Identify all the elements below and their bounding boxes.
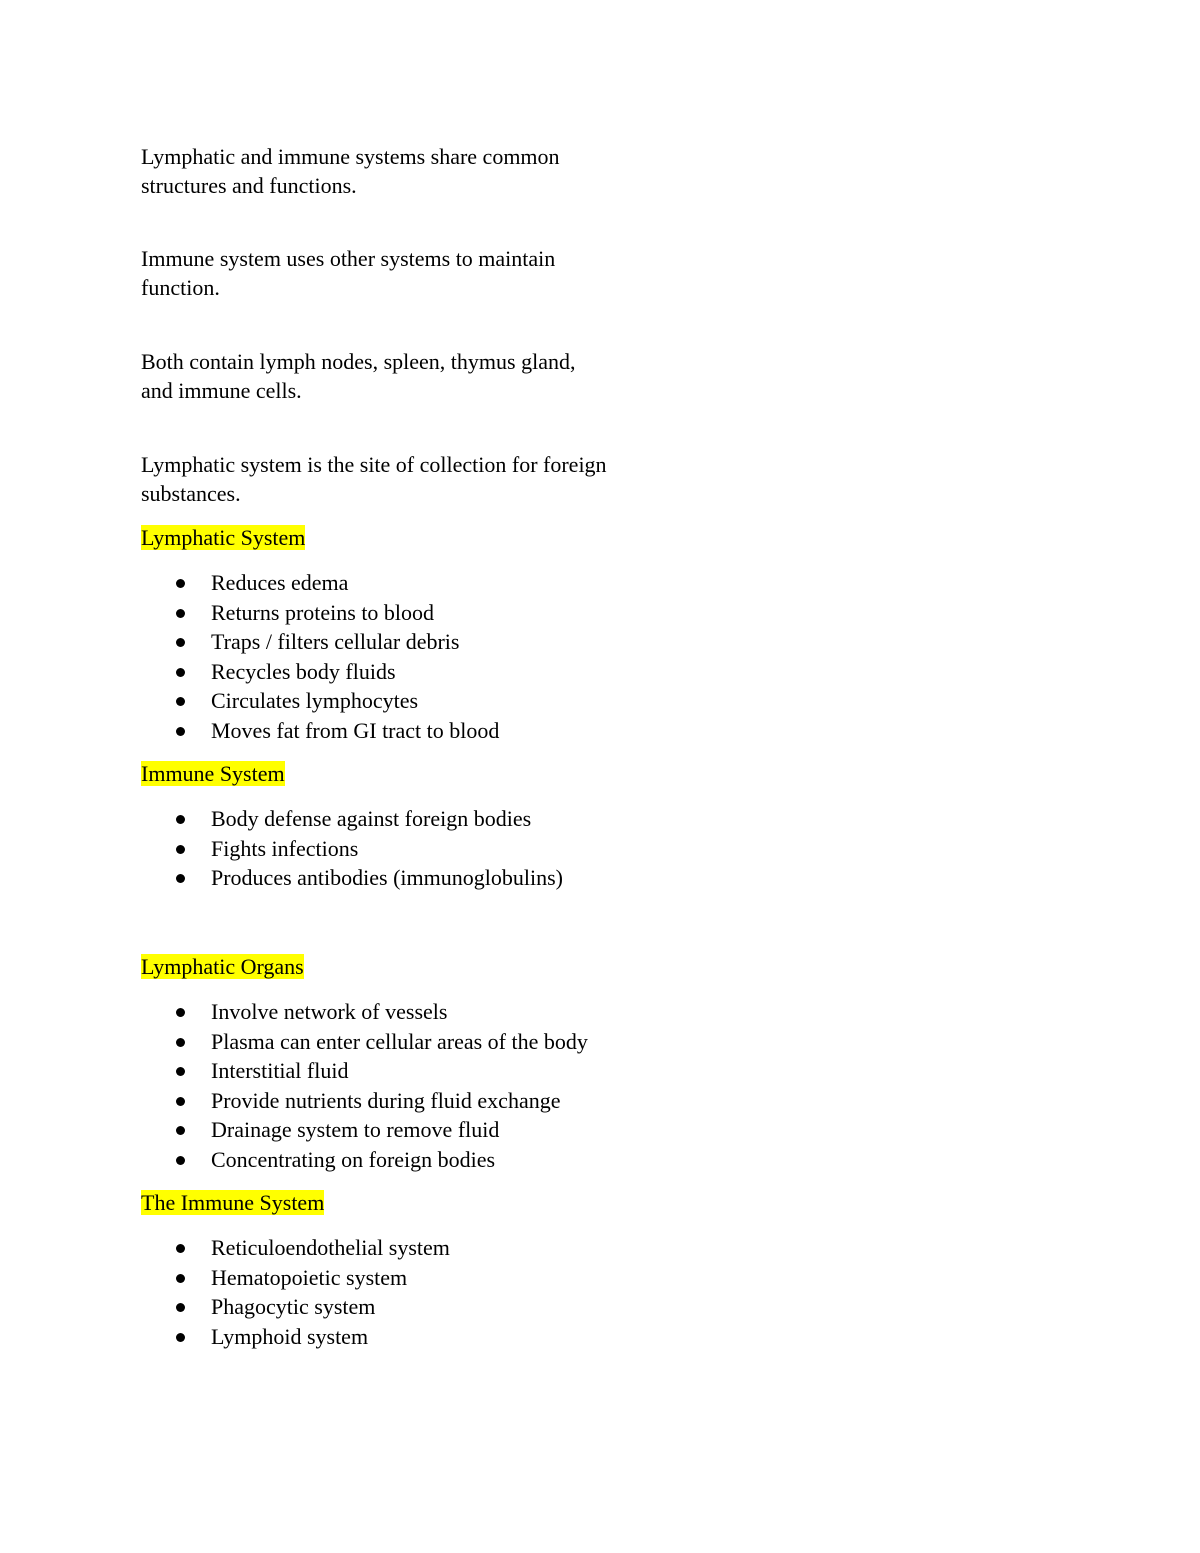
list-item-text: Recycles body fluids [211, 658, 396, 684]
bullet-icon [176, 845, 185, 854]
section-heading-the-immune-system [141, 1189, 324, 1217]
list-item [141, 716, 499, 746]
list-item [141, 1056, 588, 1086]
list-item [141, 686, 499, 716]
list-item [141, 598, 499, 628]
bullet-icon [176, 638, 185, 647]
section-heading-lymphatic-system [141, 524, 305, 552]
paragraph-shared-structures: Lymphatic and immune systems share common structures and functions. [141, 144, 560, 198]
list-item-text: Circulates lymphocytes [211, 688, 419, 713]
list-item [141, 834, 563, 864]
bullet-icon [176, 668, 185, 677]
list-item-text: Moves fat from GI tract to blood [211, 717, 500, 743]
list-item [141, 804, 563, 834]
list-item-text: Fights infections [211, 835, 359, 861]
bullet-list-lymphatic-system [141, 568, 499, 745]
list-item [141, 1027, 588, 1057]
paragraph-immune-uses-systems: Immune system uses other systems to maintain function. [141, 246, 556, 300]
highlighted-heading-text: Lymphatic Organs [141, 954, 304, 979]
bullet-list-the-immune-system [141, 1233, 450, 1351]
section-heading-lymphatic-organs [141, 953, 304, 981]
list-item [141, 1263, 450, 1293]
list-item-text: Provide nutrients during fluid exchange [211, 1087, 561, 1113]
list-item [141, 657, 499, 687]
list-item-text: Hematopoietic system [211, 1264, 408, 1290]
list-item [141, 1322, 450, 1352]
bullet-icon [176, 727, 185, 736]
bullet-icon [176, 1156, 185, 1165]
section-heading-immune-system [141, 760, 285, 788]
bullet-icon [176, 1126, 185, 1135]
list-item-text: Returns proteins to blood [211, 599, 435, 625]
bullet-icon [176, 1244, 185, 1253]
list-item [141, 568, 499, 598]
bullet-icon [176, 1038, 185, 1047]
list-item-text: Plasma can enter cellular areas of the body [211, 1028, 588, 1054]
list-item-text: Lymphoid system [211, 1323, 369, 1349]
bullet-icon [176, 1008, 185, 1017]
list-item-text: Concentrating on foreign bodies [211, 1146, 496, 1172]
list-item-text: Produces antibodies (immunoglobulins) [211, 865, 563, 890]
highlighted-heading-text: Immune System [141, 761, 285, 786]
list-item-text: Phagocytic system [211, 1294, 376, 1319]
bullet-icon [176, 1274, 185, 1283]
list-item-text: Reduces edema [211, 570, 349, 595]
list-item [141, 1086, 588, 1116]
list-item [141, 627, 499, 657]
list-item [141, 1292, 450, 1322]
bullet-list-immune-system [141, 804, 563, 893]
highlighted-heading-text: Lymphatic System [141, 525, 306, 550]
list-item-text: Body defense against foreign bodies [211, 806, 532, 831]
bullet-icon [176, 1067, 185, 1076]
paragraph-both-contain: Both contain lymph nodes, spleen, thymus gland, and immune cells. [141, 349, 576, 403]
list-item-text: Interstitial fluid [211, 1058, 349, 1083]
list-item-text: Reticuloendothelial system [211, 1235, 450, 1260]
bullet-icon [176, 697, 185, 706]
bullet-icon [176, 1333, 185, 1342]
bullet-list-lymphatic-organs [141, 997, 588, 1174]
bullet-icon [176, 874, 185, 883]
list-item-text: Involve network of vessels [211, 999, 448, 1024]
list-item [141, 1115, 588, 1145]
list-item [141, 1145, 588, 1175]
list-item-text: Traps / filters cellular debris [211, 629, 460, 654]
list-item [141, 1233, 450, 1263]
bullet-icon [176, 1303, 185, 1312]
bullet-icon [176, 1097, 185, 1106]
list-item [141, 997, 588, 1027]
highlighted-heading-text: The Immune System [141, 1190, 325, 1215]
list-item [141, 863, 563, 893]
bullet-icon [176, 815, 185, 824]
list-item-text: Drainage system to remove fluid [211, 1117, 500, 1142]
bullet-icon [176, 609, 185, 618]
paragraph-site-of-collection: Lymphatic system is the site of collection for foreign substances. [141, 452, 607, 506]
bullet-icon [176, 579, 185, 588]
